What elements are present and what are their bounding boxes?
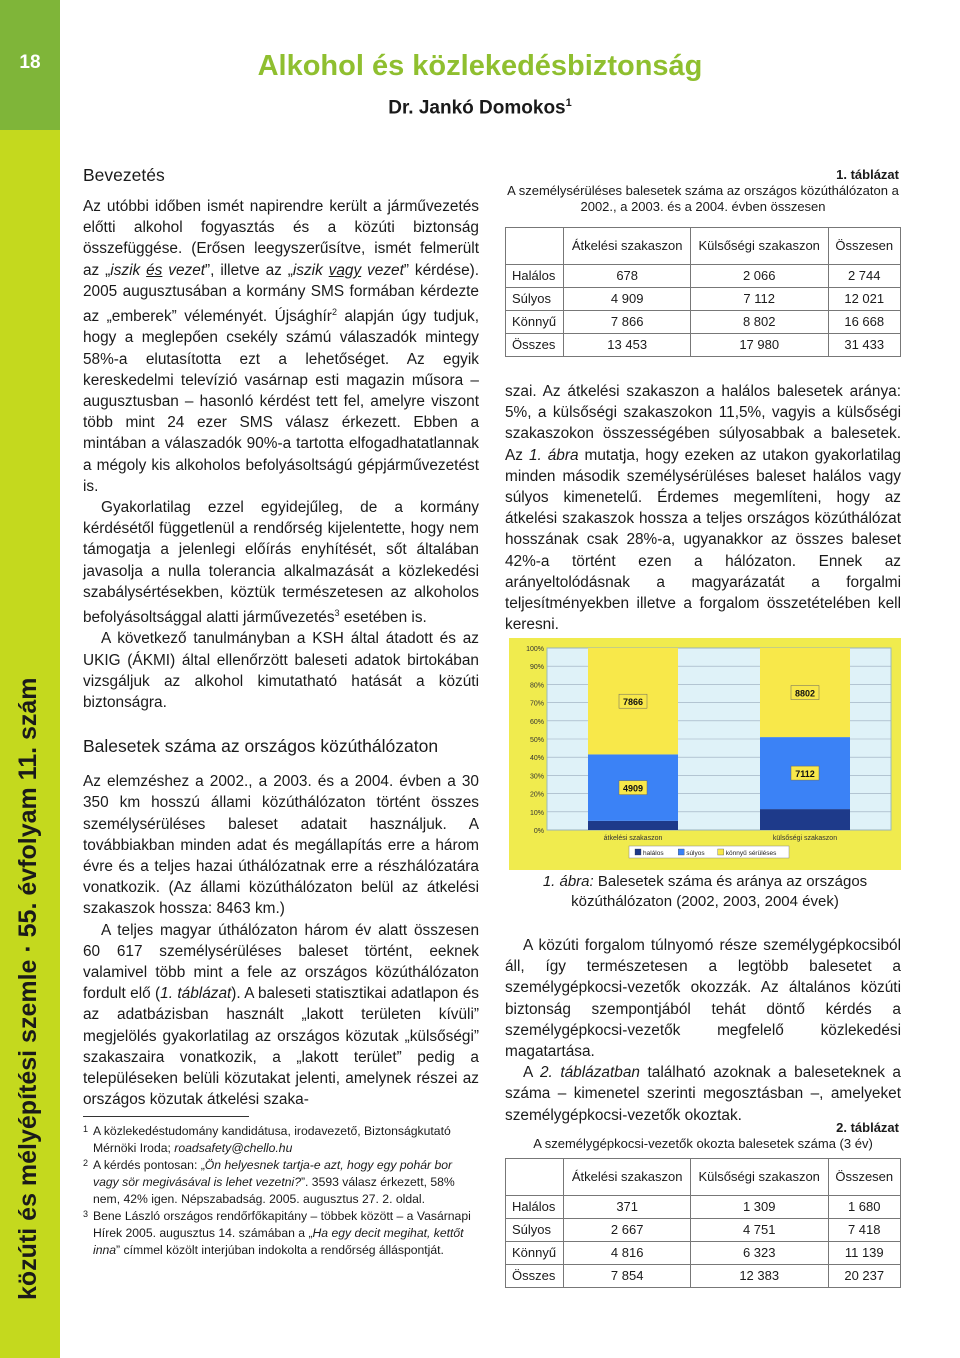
table-cell: 7 418 — [828, 1219, 901, 1242]
table1-block — [505, 167, 901, 357]
table-cell: 678 — [564, 265, 690, 288]
table-cell: 4 816 — [564, 1242, 690, 1265]
table-cell: 1 680 — [828, 1196, 901, 1219]
chart-y-tick-label: 0% — [533, 828, 544, 835]
table1-caption: 1. táblázat A személysérüléses balesetek száma az országos közúthálózaton a 2002., a 2003. és a 2004. évben összesen — [507, 167, 899, 214]
chart-y-tick-label: 30% — [529, 773, 544, 781]
table-cell: 371 — [564, 1196, 690, 1219]
table-cell: Halálos — [506, 1196, 564, 1219]
chart-y-tick-label: 40% — [529, 755, 544, 763]
table1 — [505, 227, 901, 357]
table-cell: 17 980 — [690, 334, 828, 357]
journal-vertical-title: közúti és mélyépítési szemle · 55. évfolyam 11. szám — [14, 677, 42, 1300]
table-cell: 13 453 — [564, 334, 690, 357]
chart-legend-swatch — [718, 849, 724, 855]
chart-legend-label: súlyos — [686, 850, 705, 857]
chart-legend-label: könnyű sérüléses — [725, 850, 777, 857]
table-row — [506, 311, 901, 334]
intro-paragraph-3: A következő tanulmányban a KSH által átadott és az UKIG (ÁKMI) által ellenőrzött baleseti adatok birtokában vizsgáljuk az alkohol kimutatható hatását a közúti biztonságra. — [83, 630, 479, 711]
footnote-3: 3 Bene László országos rendőrfőkapitány – többek között – a Vasárnapi Hírek 2005. augusztus 14. számában a „Ha egy decit megihat, kettőt inna” címmel közölt interjúban indokolta a rendőrség álláspontját. — [83, 1209, 471, 1257]
table-cell: 12 021 — [828, 288, 901, 311]
chart-y-tick-label: 70% — [529, 700, 544, 708]
chart-y-tick-label: 20% — [529, 791, 544, 799]
table-row — [506, 288, 901, 311]
chart-legend-label: halálos — [643, 850, 664, 857]
table-cell: 2 066 — [690, 265, 828, 288]
table-cell: 4 909 — [564, 288, 690, 311]
page-number: 18 — [19, 52, 41, 73]
table-row — [506, 1242, 901, 1265]
table2 — [505, 1158, 901, 1288]
table-header-cell: Külsőségi szakaszon — [690, 228, 828, 265]
sidebar-strip — [0, 0, 60, 1358]
chart-x-tick-label: átkelési szakaszon — [603, 835, 663, 842]
table-header-cell: Összesen — [828, 1159, 901, 1196]
chart-bar-segment — [588, 821, 678, 830]
table-header-cell: Átkelési szakaszon — [564, 1159, 690, 1196]
table-cell: Súlyos — [506, 288, 564, 311]
table-cell: 2 744 — [828, 265, 901, 288]
table-header-cell — [506, 1159, 564, 1196]
chart-y-tick-label: 10% — [529, 809, 544, 817]
table-header-cell: Külsőségi szakaszon — [690, 1159, 828, 1196]
table-cell: Könnyű — [506, 311, 564, 334]
table-row — [506, 265, 901, 288]
chart-data-label: 4909 — [622, 783, 644, 794]
footnote-divider — [83, 1116, 249, 1117]
section-heading-accidents: Balesetek száma az országos közúthálózaton — [83, 736, 439, 757]
table-cell: 2 667 — [564, 1219, 690, 1242]
table-cell: 1 309 — [690, 1196, 828, 1219]
table2-block — [505, 1120, 901, 1288]
table-header-cell: Átkelési szakaszon — [564, 228, 690, 265]
intro-paragraph-2: Gyakorlatilag ezzel egyidejűleg, de a kormány kérdésétől függetlenül a rendőrség kijelentette, hogy nem támogatja a jelenlegi előírás enyhítését, sőt általában javasolja a nulla tolerancia alkalmazását a közlekedési szabálysértésekben, köztük természetesen az alkoholos befolyásoltsággal alatti járművezetés$^3$ esetében is. — [83, 498, 479, 627]
chart-legend-swatch — [678, 849, 684, 855]
accidents-paragraph-5: A 2. táblázatban található azoknak a baleseteknek a száma – kimenetel szerinti megosztásban –, amelyeket személygépkocsi-vezetők okoztak. — [505, 1064, 901, 1124]
table-header-row — [506, 1159, 901, 1196]
article-author: Dr. Jankó Domokos$^1$ — [388, 97, 572, 119]
accidents-paragraph-1: Az elemzéshez a 2002., a 2003. és a 2004. évben a 30 350 km hosszú állami közúthálózaton történt összes személysérüléses baleset adatait használjuk. A továbbiakban minden adat és megállapítás erre a három évre és a teljes hazai úthálózatnak erre a részhálózatára vonatkozik. (Az állami közúthálózaton belül az átkelési szakaszok hossza: 8463 km.) — [83, 773, 479, 918]
table-row — [506, 334, 901, 357]
chart-y-tick-label: 50% — [529, 737, 544, 744]
table-cell: 4 751 — [690, 1219, 828, 1242]
table-cell: Halálos — [506, 265, 564, 288]
table-cell: 31 433 — [828, 334, 901, 357]
page-number-box — [0, 0, 60, 130]
accidents-paragraph-2: A teljes magyar úthálózaton három év alatt összesen 60 617 személysérüléses baleset történt, eeknek valamivel több mint a fele az országos közúthálózaton fordult elő (1. táblázat). A baleseti statisztikai adatlapon és az adatbázisban használt „lakott területen kívüli” megjelölés gyakorlatilag az országos közutak „külsőségi” szakaszaira vonatkozik, a „lakott terület” pedig a településeken belüli közutakat jelenti, amelynek részei az országos közutak átkelési szaka- — [83, 921, 479, 1109]
chart-svg — [509, 638, 901, 870]
figure-1 — [509, 638, 901, 870]
table-cell: 8 802 — [690, 311, 828, 334]
intro-paragraph-1: Az utóbbi időben ismét napirendre került a járművezetés előtti alkohol fogyasztás és a közúti biztonság összefüggése. (Erősen leegyszerűsítve, ismét felmerült az „iszik és vezet”, illetve az „iszik vagy vezet” kérdése). 2005 augusztusában a kormány SMS formában kérdezte az „emberek” véleményét. Újsághír$^2$ alapján úgy tudjuk, hogy a meglepően csekély számú válaszadók mintegy 58%-a elutasította ezt a lehetőséget. Az egyik kereskedelmi televízió vasárnap esti magazin műsora – augusztusban – hasonló kérdést tett fel, amelyre viszont több mint 24 ezer SMS válasz érkezett. Ebben a mintában a válaszadók 90%-a tartotta elfogadhatatlannak a mégoly kis alkoholos befolyásoltságú gépjárművezetést is. — [83, 198, 480, 495]
figure-1-caption: 1. ábra: Balesetek száma és aránya az országos közúthálózaton (2002, 2003, 2004 évek) — [542, 873, 868, 910]
table-cell: 7 854 — [564, 1265, 690, 1288]
table-cell: 20 237 — [828, 1265, 901, 1288]
chart-data-label: 8802 — [794, 688, 816, 699]
table-cell: Súlyos — [506, 1219, 564, 1242]
chart-x-tick-label: külsőségi szakaszon — [772, 835, 838, 842]
table-row — [506, 1219, 901, 1242]
table-cell: 11 139 — [828, 1242, 901, 1265]
table-cell: 16 668 — [828, 311, 901, 334]
chart-data-label: 7112 — [795, 769, 815, 780]
right-text-1 — [505, 381, 901, 635]
footnote-1: 1 A közlekedéstudomány kandidátusa, irodavezető, Biztonságkutató Mérnöki Iroda; roadsafety@chello.hu — [83, 1124, 451, 1155]
table-row — [506, 1265, 901, 1288]
table-header-cell — [506, 228, 564, 265]
table-cell: Könnyű — [506, 1242, 564, 1265]
table-cell: 12 383 — [690, 1265, 828, 1288]
accidents-paragraph-3: szai. Az átkelési szakaszon a halálos balesetek aránya: 5%, a külsőségi szakaszokon 11,5%, vagyis a külsőségi szakaszokon összességében súlyosabbak a balesetek. Az 1. ábra mutatja, hogy ezeken az utakon gyakorlatilag minden második személysérüléses baleset halálos vagy súlyos kimenetelű. Érdemes megemlíteni, hogy az átkelési szakaszok hossza a teljes országos közúthálózat hosszának csak 28%-a, ugyanakkor az összes baleset 42%-a történt ezen a hálózaton. Ennek az arányeltolódásnak a magyarázatát a forgalmi teljesítményekben illetve a forgalom összetételében kell keresni. — [505, 383, 901, 634]
chart-data-label: 7866 — [622, 697, 644, 708]
table-row — [506, 1196, 901, 1219]
article-title: Alkohol és közlekedésbiztonság — [257, 50, 703, 82]
table2-caption: 2. táblázat A személygépkocsi-vezetők okozta balesetek száma (3 év) — [533, 1120, 899, 1151]
chart-y-tick-label: 60% — [529, 718, 544, 726]
right-text-2 — [505, 935, 901, 1126]
chart-legend-swatch — [635, 849, 641, 855]
table-cell: 7 866 — [564, 311, 690, 334]
footnote-2: 2 A kérdés pontosan: „Ön helyesnek tartja-e azt, hogy egy pohár bor vagy sör megivásával is lehet vezetni?”. 3593 válasz érkezett, 58% nem, 42% igen. Népszabadság. 2005. augusztus 27. 2. oldal. — [83, 1158, 455, 1206]
section-heading-intro: Bevezetés — [83, 165, 165, 185]
chart-y-tick-label: 90% — [529, 664, 544, 672]
table-cell: Összes — [506, 1265, 564, 1288]
chart-bar-segment — [760, 809, 850, 830]
chart-y-tick-label: 80% — [529, 682, 544, 690]
left-column — [83, 164, 479, 1110]
accidents-paragraph-4: A közúti forgalom túlnyomó része személygépkocsiból áll, így természetesen a legtöbb balesetet a személygépkocsi-vezetők okozzák. Az általános közúti biztonság szempontjából tehát döntő kérdés a személygépkocsi-vezetők megfelelő közlekedési magatartása. — [505, 937, 901, 1061]
table-cell: 7 112 — [690, 288, 828, 311]
table-cell: Összes — [506, 334, 564, 357]
table-header-row — [506, 228, 901, 265]
table-cell: 6 323 — [690, 1242, 828, 1265]
footnotes — [83, 1116, 479, 1259]
chart-y-tick-label: 100% — [526, 646, 544, 653]
table-header-cell: Összesen — [828, 228, 901, 265]
